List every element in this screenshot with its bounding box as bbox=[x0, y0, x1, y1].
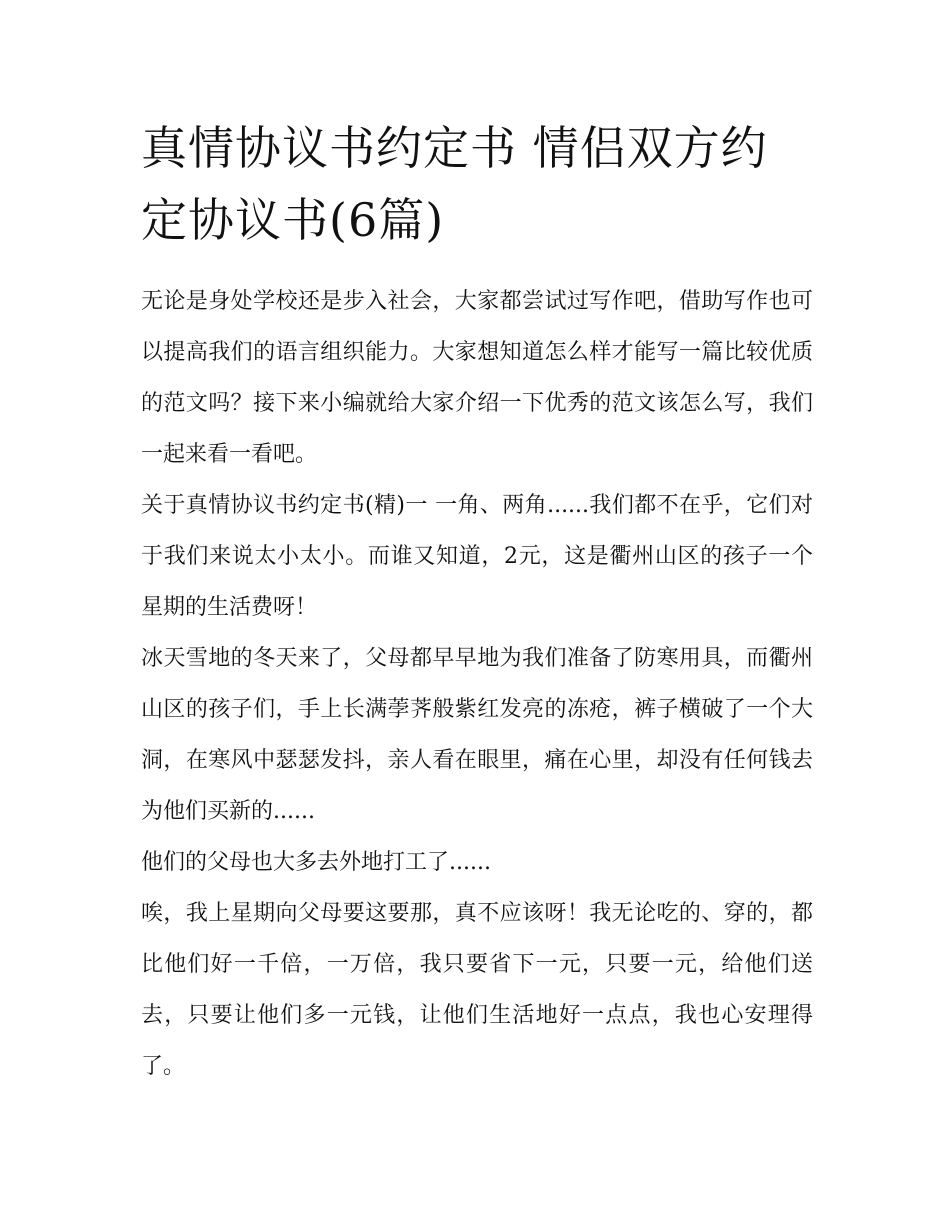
paragraph-2: 冰天雪地的冬天来了，父母都早早地为我们准备了防寒用具，而衢州山区的孩子们，手上长满荸荠般紫红发亮的冻疮，裤子横破了一个大洞，在寒风中瑟瑟发抖，亲人看在眼里，痛在心里，却没有任何钱去为他们买新的...... bbox=[141, 646, 813, 824]
paragraph-1: 关于真情协议书约定书(精)一 一角、两角......我们都不在乎，它们对于我们来说太小太小。而谁又知道，2元，这是衢州山区的孩子一个星期的生活费呀！ bbox=[141, 493, 813, 620]
paragraph-intro: 无论是身处学校还是步入社会，大家都尝试过写作吧，借助写作也可以提高我们的语言组织能力。大家想知道怎么样才能写一篇比较优质的范文吗？接下来小编就给大家介绍一下优秀的范文该怎么写，我们一起来看一看吧。 bbox=[141, 289, 813, 467]
document-title: 真情协议书约定书 情侣双方约定协议书(6篇) bbox=[141, 121, 768, 247]
paragraph-3: 他们的父母也大多去外地打工了...... bbox=[141, 850, 491, 875]
paragraph-4: 唉，我上星期向父母要这要那，真不应该呀！我无论吃的、穿的，都比他们好一千倍，一万倍，我只要省下一元，只要一元，给他们送去，只要让他们多一元钱，让他们生活地好一点点，我也心安理得了。 bbox=[141, 901, 813, 1079]
document-page bbox=[141, 112, 813, 1092]
